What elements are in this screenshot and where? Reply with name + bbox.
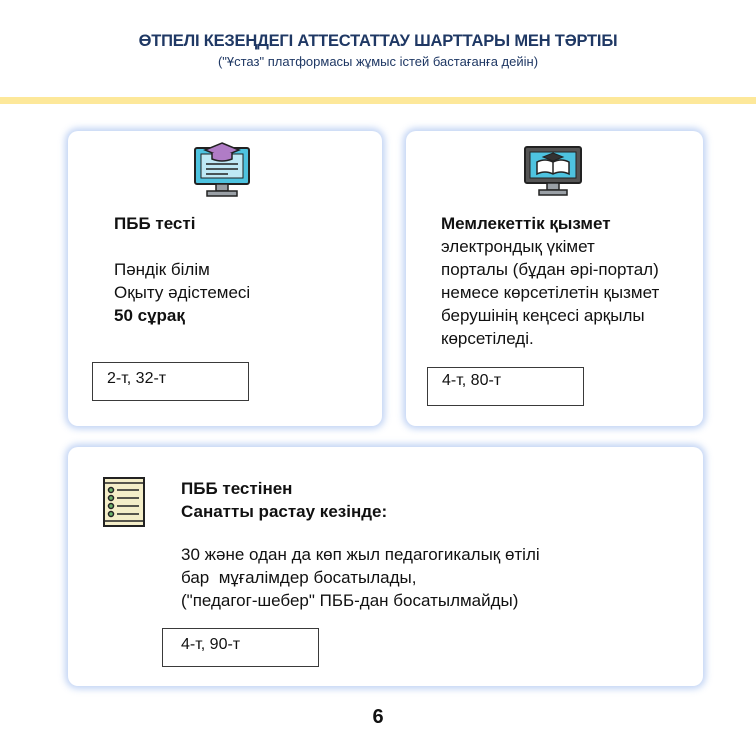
card-pbb-test bbox=[68, 131, 382, 426]
card-line: 30 және одан да көп жыл педагогикалық өтілі bbox=[181, 545, 540, 564]
checklist-icon bbox=[102, 476, 146, 533]
card-line: немесе көрсетілетін қызмет bbox=[441, 283, 660, 302]
card-category-confirmation bbox=[68, 447, 703, 686]
page-title: ӨТПЕЛІ КЕЗЕҢДЕГІ АТТЕСТАТТАУ ШАРТТАРЫ МЕН ТӘРТІБІ bbox=[138, 32, 618, 50]
card-state-service bbox=[406, 131, 703, 426]
card-line: көрсетіледі. bbox=[441, 329, 534, 348]
page-subtitle: ("Ұстаз" платформасы жұмыс істей бастағанға дейін) bbox=[217, 54, 539, 69]
card-heading: ПББ тестінен bbox=[181, 479, 293, 498]
card-heading-2: Санатты растау кезінде: bbox=[181, 502, 388, 521]
reading-monitor-icon bbox=[523, 145, 583, 202]
card-line: Оқыту әдістемесі bbox=[114, 283, 251, 302]
card-line: бар мұғалімдер босатылады, bbox=[181, 568, 417, 587]
card-emphasis: 50 сұрақ bbox=[114, 306, 185, 325]
header-band bbox=[0, 97, 756, 104]
card-line: электрондық үкімет bbox=[441, 237, 595, 256]
page-number: 6 bbox=[372, 706, 384, 728]
card-line: ("педагог-шебер" ПББ-дан босатылмайды) bbox=[181, 591, 519, 610]
card-line: берушінің кеңсесі арқылы bbox=[441, 306, 645, 325]
card-line: Пәндік білім bbox=[114, 260, 210, 279]
reference-box: 2-т, 32-т bbox=[92, 362, 249, 401]
card-heading: Мемлекеттік қызмет bbox=[441, 214, 611, 233]
reference-box: 4-т, 90-т bbox=[162, 628, 319, 667]
graduation-monitor-icon bbox=[193, 142, 251, 203]
card-line: порталы (бұдан әрі-портал) bbox=[441, 260, 659, 279]
reference-box: 4-т, 80-т bbox=[427, 367, 584, 406]
card-heading: ПББ тесті bbox=[114, 214, 196, 233]
